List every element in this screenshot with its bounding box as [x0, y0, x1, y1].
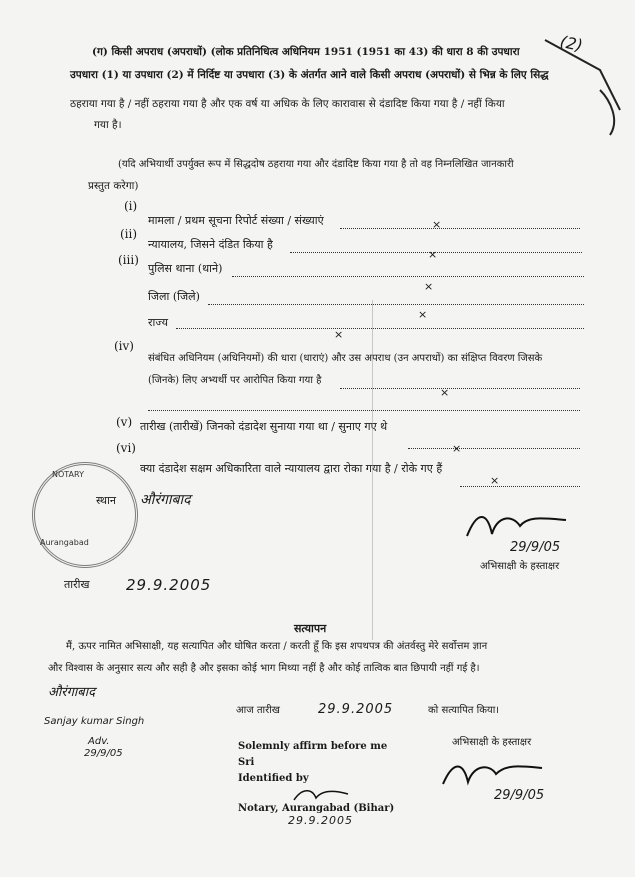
item-iii-num: (iii) — [118, 253, 139, 267]
verification-place: औरंगाबाद — [48, 685, 95, 700]
notary-line-3: Identified by — [238, 773, 309, 784]
item-iii-label: पुलिस थाना (थाने) — [148, 262, 223, 275]
item-vi-value: × — [490, 474, 500, 487]
item-i-num: (i) — [124, 199, 138, 213]
intro-line-1: (यदि अभियार्थी उपर्युक्त रूप में सिद्धदोष ठहराया गया और दंडादिष्ट किया गया है तो वह निम्नलिखित जानकारी — [118, 159, 514, 170]
left-hand-2: Adv. — [88, 736, 110, 747]
item-i-line — [340, 228, 580, 229]
header-line-1: (ग) किसी अपराध (अपराधों) (लोक प्रतिनिधित्व अधिनियम 1951 (1951 का 43) की धारा 8 की उपधारा — [92, 46, 520, 58]
verification-date-suffix: को सत्यापित किया। — [428, 705, 500, 716]
notary-stamp — [32, 462, 138, 568]
item-v-num: (v) — [116, 415, 133, 429]
header-line-4: गया है। — [94, 119, 122, 131]
date-value: 29.9.2005 — [126, 576, 212, 594]
deponent-sig-label: अभिसाक्षी के हस्ताक्षर — [480, 561, 560, 572]
header-line-2: उपधारा (1) या उपधारा (2) में निर्दिष्ट या उपधारा (3) के अंतर्गत आने वाले किसी अपराध (अपराधों) से भिन्न के लिए सिद्ध — [70, 69, 549, 81]
item-i-value: × — [432, 218, 442, 231]
footer-deponent-label: अभिसाक्षी के हस्ताक्षर — [452, 737, 532, 748]
notary-line-1: Solemnly affirm before me — [238, 741, 388, 752]
item-iii-line — [232, 276, 584, 277]
deponent-sig-date: 29/9/05 — [510, 540, 561, 555]
place-label: स्थान — [96, 494, 117, 507]
item-iv-line — [340, 388, 580, 389]
state-label: राज्य — [148, 316, 169, 329]
notary-date: 29.9.2005 — [288, 814, 353, 827]
item-iv-line-extra — [148, 410, 580, 411]
place-value: औरंगाबाद — [140, 492, 191, 508]
header-line-3: ठहराया गया है / नहीं ठहराया गया है और एक वर्ष या अधिक के लिए कारावास से दंडादिष्ट किया गया है / नहीं किया — [70, 98, 505, 110]
verification-line-2: और विश्वास के अनुसार सत्य और सही है और इसका कोई भाग मिथ्या नहीं है और कोई तात्विक बात छिपायी नहीं गई है। — [48, 663, 480, 674]
item-vi-num: (vi) — [116, 441, 136, 455]
district-label: जिला (जिले) — [148, 290, 200, 303]
notary-line-2: Sri — [238, 757, 255, 768]
item-ii-label: न्यायालय, जिसने दंडित किया है — [148, 238, 273, 251]
stamp-text-top: NOTARY — [52, 470, 84, 479]
left-hand-1: Sanjay kumar Singh — [44, 716, 145, 727]
left-hand-3: 29/9/05 — [84, 748, 123, 759]
item-ii-num: (ii) — [120, 227, 138, 241]
verification-title: सत्यापन — [294, 622, 327, 635]
verification-date-prefix: आज तारीख — [236, 705, 280, 716]
item-iv-line-1: संबंधित अधिनियम (अधिनियमों) की धारा (धाराएं) और उस अपराध (उन अपराधों) का संक्षिप्त विवरण जिसके — [148, 353, 543, 364]
item-v-line — [408, 448, 580, 449]
verification-line-1: मैं, ऊपर नामित अभिसाक्षी, यह सत्यापित और घोषित करता / करती हूँ कि इस शपथपत्र की अंतर्वस्तु मेरे सर्वोत्तम ज्ञान — [66, 641, 488, 652]
state-line — [176, 328, 584, 329]
verification-date: 29.9.2005 — [318, 702, 394, 717]
corner-note: (2) — [558, 31, 585, 56]
notary-line-4: Notary, Aurangabad (Bihar) — [238, 803, 395, 814]
item-iv-value: × — [440, 386, 450, 399]
item-ii-value: × — [428, 248, 438, 261]
stamp-text-bottom: Aurangabad — [40, 538, 89, 547]
item-v-value: × — [452, 442, 462, 455]
intro-line-2: प्रस्तुत करेगा) — [88, 180, 139, 192]
district-line — [208, 304, 584, 305]
footer-deponent-date: 29/9/05 — [494, 788, 545, 803]
corner-scribble — [540, 30, 630, 140]
state-value: × — [334, 328, 344, 341]
item-vi-line — [460, 486, 580, 487]
item-iv-num: (iv) — [114, 339, 134, 353]
item-v-label: तारीख (तारीखें) जिनको दंडादेश सुनाया गया था / सुनाए गए थे — [140, 420, 388, 433]
item-vi-label: क्या दंडादेश सक्षम अधिकारिता वाले न्यायालय द्वारा रोका गया है / रोके गए हैं — [140, 462, 443, 475]
item-iv-line-2: (जिनके) लिए अभ्यर्थी पर आरोपित किया गया है — [148, 375, 322, 386]
date-label: तारीख — [64, 578, 90, 591]
item-i-label: मामला / प्रथम सूचना रिपोर्ट संख्या / संख्याएं — [148, 214, 324, 227]
scan-artifact-line — [372, 300, 373, 640]
district-value: × — [418, 308, 428, 321]
item-iii-value: × — [424, 280, 434, 293]
